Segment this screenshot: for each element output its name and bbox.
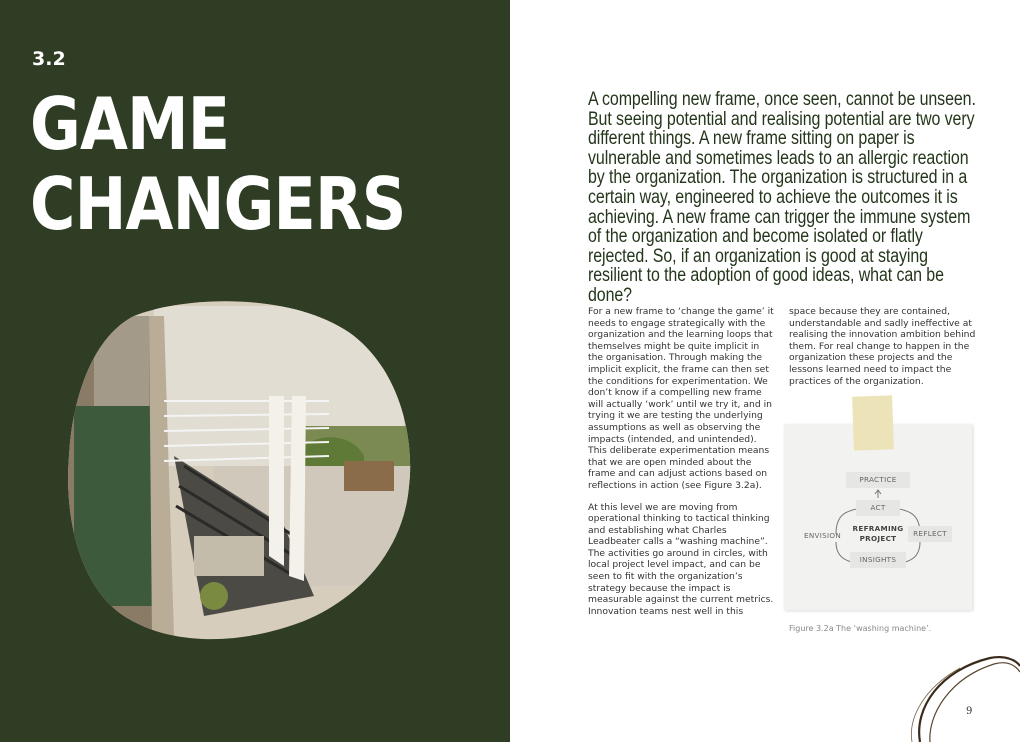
collage-image xyxy=(64,296,414,646)
washing-machine-figure xyxy=(784,424,972,610)
decorative-swirl xyxy=(890,648,1020,742)
body-paragraph: For a new frame to ‘change the game’ it needs to engage strategically with the organization and the learning loops that themselves might be quite implicit in the organisation. Through making the implicit explicit, the frame can then set the conditions for experimentation. We don’t know if a compelling new frame will actually ‘work’ until we try it, and in trying it we are testing the underlying assumptions as well as observing the impacts (intended, and unintended). This deliberate experimentation means that we are open minded about the frame and can adjust actions based on reflections in action (see Figure 3.2a). xyxy=(588,306,774,491)
center-label-line-2: PROJECT xyxy=(859,534,897,543)
practice-box: PRACTICE xyxy=(846,472,910,488)
chapter-title-line-1: GAME xyxy=(30,82,230,166)
reframing-project-box xyxy=(850,522,906,548)
envision-label: ENVISION xyxy=(804,531,842,540)
body-paragraph: space because they are contained, understandable and sadly ineffective at realising the innovation ambition behind them. For real change to happen in the organization these projects and the lessons learned need to impact the practices of the organization. xyxy=(789,306,976,387)
section-number: 3.2 xyxy=(32,48,66,70)
chapter-title-line-2: CHANGERS xyxy=(30,162,406,246)
reflect-box: REFLECT xyxy=(908,526,952,542)
center-label-line-1: REFRAMING xyxy=(852,524,904,533)
cycle-arrows xyxy=(784,424,972,610)
body-paragraph: At this level we are moving from operational thinking to tactical thinking and establishing what Charles Leadbeater calls a “washing machine”. The activities go around in circles, with local project level impact, and can be seen to fit with the organization’s strategy because the impact is measurable against the current metrics. Innovation teams nest well in this xyxy=(588,501,774,617)
body-column-2 xyxy=(789,306,977,397)
tape-strip xyxy=(852,395,894,450)
lead-paragraph: A compelling new frame, once seen, cannot be unseen. But seeing potential and realising potential are two very different things. A new frame sitting on paper is vulnerable and sometimes leads to an allergic reaction by the organization. The organization is structured in a certain way, engineered to achieve the outcomes it is achieving. A new frame can trigger the immune system of the organization and become isolated or flatly rejected. So, if an organization is good at staying resilient to the adoption of good ideas, what can be done? xyxy=(588,89,976,306)
act-box: ACT xyxy=(856,500,900,516)
chapter-title xyxy=(30,84,406,244)
figure-caption: Figure 3.2a The ‘washing machine’. xyxy=(789,624,932,633)
body-column-1 xyxy=(588,306,774,627)
right-page xyxy=(510,0,1020,742)
insights-box: INSIGHTS xyxy=(850,552,906,568)
page-number: 9 xyxy=(966,706,973,717)
